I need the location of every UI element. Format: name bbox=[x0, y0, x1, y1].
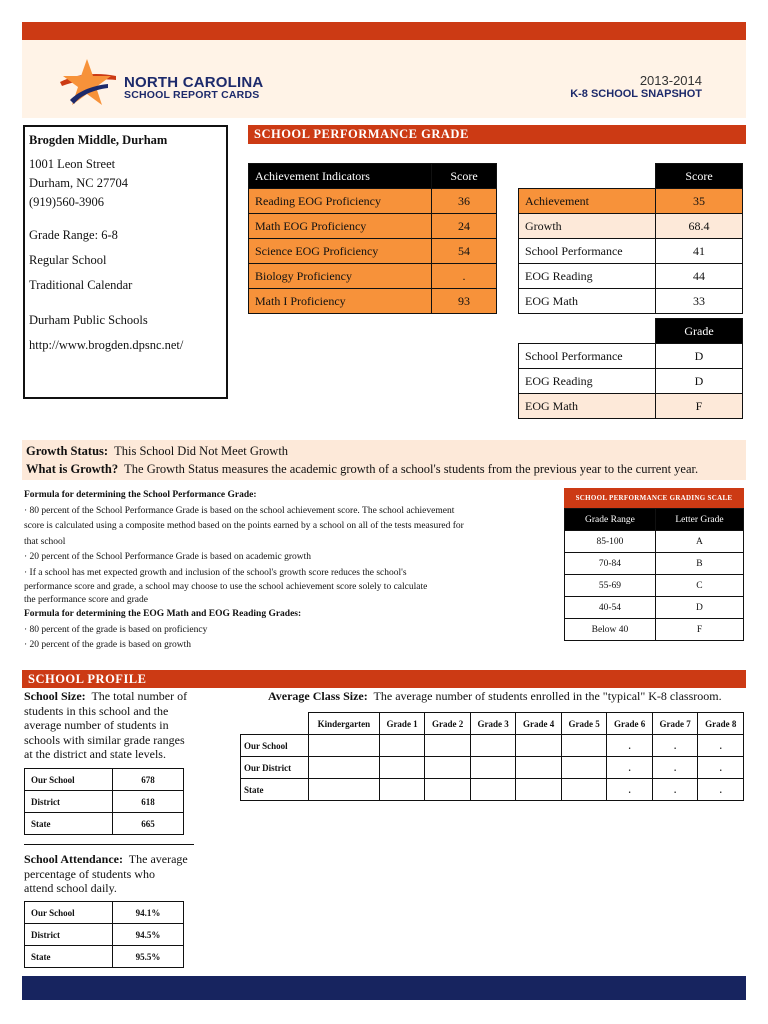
profile-section-title: SCHOOL PROFILE bbox=[22, 670, 746, 688]
formula-bullet: · 20 percent of the grade is based on growth bbox=[24, 640, 191, 650]
formula-bullet: score is calculated using a composite method based on the points earned by a school on all of the tests measured for bbox=[24, 521, 464, 531]
class-header: Grade 3 bbox=[470, 713, 516, 735]
top-red-bar bbox=[22, 22, 746, 40]
class-cell bbox=[379, 757, 425, 779]
profile-divider bbox=[24, 844, 194, 845]
class-row-label: State bbox=[241, 779, 309, 801]
class-cell bbox=[470, 779, 516, 801]
table-row bbox=[519, 344, 743, 369]
score-value: 68.4 bbox=[656, 214, 743, 239]
school-calendar: Traditional Calendar bbox=[29, 278, 133, 292]
attendance-text: percentage of students who bbox=[24, 866, 155, 881]
grading-scale-table bbox=[564, 508, 744, 641]
formula-bullet: · 80 percent of the grade is based on proficiency bbox=[24, 624, 208, 635]
report-type: K-8 SCHOOL SNAPSHOT bbox=[570, 88, 702, 100]
growth-what-label: What is Growth? bbox=[26, 462, 119, 476]
formula-bullet: the performance score and grade bbox=[24, 595, 148, 605]
table-row bbox=[519, 239, 743, 264]
class-cell bbox=[309, 779, 380, 801]
school-type: Regular School bbox=[29, 253, 107, 267]
class-header: Kindergarten bbox=[309, 713, 380, 735]
bottom-navy-bar bbox=[22, 976, 746, 1000]
table-row bbox=[565, 575, 744, 597]
attendance-row-value: 94.5% bbox=[113, 924, 184, 946]
size-label: Our School bbox=[25, 769, 113, 791]
star-logo-icon bbox=[56, 56, 118, 112]
attendance-text: attend school daily. bbox=[24, 881, 117, 895]
size-value: 665 bbox=[113, 813, 184, 835]
class-cell bbox=[425, 735, 471, 757]
score-label: Growth bbox=[519, 214, 656, 239]
scale-range: 85-100 bbox=[565, 531, 656, 553]
class-header: Grade 7 bbox=[652, 713, 698, 735]
table-row bbox=[241, 757, 744, 779]
ach-label: Science EOG Proficiency bbox=[249, 239, 432, 264]
table-row bbox=[241, 779, 744, 801]
class-size-table bbox=[240, 712, 744, 801]
class-row-label: Our School bbox=[241, 735, 309, 757]
school-size-description bbox=[24, 689, 224, 762]
class-row-label: Our District bbox=[241, 757, 309, 779]
scale-range: 55-69 bbox=[565, 575, 656, 597]
class-cell bbox=[425, 779, 471, 801]
table-row bbox=[249, 189, 497, 214]
ach-score: 24 bbox=[432, 214, 497, 239]
formula-bullet: · 20 percent of the School Performance Grade is based on academic growth bbox=[24, 552, 312, 562]
school-info-box bbox=[23, 125, 228, 399]
grade-value: D bbox=[656, 369, 743, 394]
attendance-row-label: District bbox=[25, 924, 113, 946]
achievement-indicators-table bbox=[248, 163, 497, 314]
class-cell: . bbox=[607, 779, 653, 801]
class-cell bbox=[379, 735, 425, 757]
grade-label: EOG Reading bbox=[519, 369, 656, 394]
table-row bbox=[25, 924, 184, 946]
formula-section bbox=[24, 488, 554, 654]
class-size-label: Average Class Size: bbox=[268, 689, 368, 703]
scale-range: 70-84 bbox=[565, 553, 656, 575]
class-cell: . bbox=[652, 735, 698, 757]
scale-header-range: Grade Range bbox=[565, 509, 656, 531]
ach-label: Math EOG Proficiency bbox=[249, 214, 432, 239]
class-cell: . bbox=[698, 735, 744, 757]
growth-band bbox=[22, 440, 746, 480]
class-header-blank bbox=[241, 713, 309, 735]
table-row bbox=[519, 189, 743, 214]
class-cell bbox=[425, 757, 471, 779]
grading-scale bbox=[564, 488, 744, 641]
formula-bullet: · 80 percent of the School Performance Grade is based on the school achievement score. The school achievement bbox=[24, 505, 455, 516]
score-label: School Performance bbox=[519, 239, 656, 264]
ach-header-indicator: Achievement Indicators bbox=[249, 164, 432, 189]
table-row bbox=[519, 264, 743, 289]
attendance-table bbox=[24, 901, 184, 968]
score-value: 41 bbox=[656, 239, 743, 264]
class-cell: . bbox=[607, 735, 653, 757]
score-value: 44 bbox=[656, 264, 743, 289]
grading-scale-caption: SCHOOL PERFORMANCE GRADING SCALE bbox=[564, 488, 744, 508]
table-row bbox=[519, 394, 743, 419]
formula-title-performance: Formula for determining the School Performance Grade: bbox=[24, 490, 257, 500]
class-cell bbox=[470, 757, 516, 779]
class-cell bbox=[561, 757, 607, 779]
class-cell: . bbox=[698, 779, 744, 801]
score-label: Achievement bbox=[519, 189, 656, 214]
attendance-row-value: 94.1% bbox=[113, 902, 184, 924]
table-row bbox=[25, 946, 184, 968]
growth-status-value: This School Did Not Meet Growth bbox=[114, 444, 289, 458]
table-row bbox=[565, 531, 744, 553]
ach-label: Math I Proficiency bbox=[249, 289, 432, 314]
class-header: Grade 5 bbox=[561, 713, 607, 735]
table-row bbox=[565, 619, 744, 641]
school-size-text: average number of students in bbox=[24, 718, 169, 732]
score-value: 35 bbox=[656, 189, 743, 214]
class-cell: . bbox=[652, 757, 698, 779]
size-value: 618 bbox=[113, 791, 184, 813]
formula-bullet: that school bbox=[24, 536, 66, 547]
school-address-line2: Durham, NC 27704 bbox=[29, 176, 128, 190]
scale-letter: D bbox=[655, 597, 743, 619]
class-cell bbox=[309, 757, 380, 779]
growth-status-label: Growth Status: bbox=[26, 444, 109, 458]
class-cell bbox=[516, 757, 562, 779]
table-row bbox=[519, 369, 743, 394]
score-header-blank bbox=[519, 164, 656, 189]
school-address-line1: 1001 Leon Street bbox=[29, 157, 116, 171]
table-row bbox=[25, 813, 184, 835]
scale-letter: B bbox=[655, 553, 743, 575]
grade-header: Grade bbox=[656, 319, 743, 344]
logo-title: NORTH CAROLINA bbox=[124, 74, 264, 91]
table-row bbox=[249, 214, 497, 239]
score-value: 33 bbox=[656, 289, 743, 314]
grade-label: EOG Math bbox=[519, 394, 656, 419]
grade-range: Grade Range: 6-8 bbox=[29, 228, 118, 242]
class-cell bbox=[561, 735, 607, 757]
class-header: Grade 8 bbox=[698, 713, 744, 735]
attendance-row-label: Our School bbox=[25, 902, 113, 924]
table-row bbox=[249, 264, 497, 289]
scale-letter: F bbox=[655, 619, 743, 641]
attendance-row-label: State bbox=[25, 946, 113, 968]
grade-table bbox=[518, 318, 743, 419]
class-header: Grade 4 bbox=[516, 713, 562, 735]
class-cell: . bbox=[607, 757, 653, 779]
formula-bullet: performance score and grade, a school may choose to use the school achievement score solely to calculate bbox=[24, 582, 428, 592]
ach-header-score: Score bbox=[432, 164, 497, 189]
table-row bbox=[249, 239, 497, 264]
table-row bbox=[565, 553, 744, 575]
school-size-text: The total number of bbox=[91, 689, 188, 703]
size-value: 678 bbox=[113, 769, 184, 791]
growth-what-value: The Growth Status measures the academic growth of a school's students from the previous year to the current year. bbox=[124, 462, 699, 476]
class-cell bbox=[561, 779, 607, 801]
school-size-text: at the district and state levels. bbox=[24, 747, 166, 761]
score-table bbox=[518, 163, 743, 314]
class-cell: . bbox=[698, 757, 744, 779]
report-year: 2013-2014 bbox=[639, 73, 702, 88]
table-row bbox=[519, 289, 743, 314]
score-header: Score bbox=[656, 164, 743, 189]
school-size-table bbox=[24, 768, 184, 835]
class-header: Grade 2 bbox=[425, 713, 471, 735]
score-label: EOG Reading bbox=[519, 264, 656, 289]
school-size-label: School Size: bbox=[24, 689, 86, 703]
ach-score: 54 bbox=[432, 239, 497, 264]
class-cell bbox=[309, 735, 380, 757]
attendance-description bbox=[24, 852, 224, 896]
school-size-text: schools with similar grade ranges bbox=[24, 732, 185, 747]
school-website-link[interactable]: http://www.brogden.dpsnc.net/ bbox=[29, 338, 184, 352]
ach-score: . bbox=[432, 264, 497, 289]
class-size-description bbox=[268, 689, 746, 704]
formula-title-eog: Formula for determining the EOG Math and EOG Reading Grades: bbox=[24, 609, 302, 619]
table-row bbox=[241, 735, 744, 757]
ach-score: 36 bbox=[432, 189, 497, 214]
size-label: State bbox=[25, 813, 113, 835]
school-size-text: students in this school and the bbox=[24, 703, 169, 718]
attendance-label: School Attendance: bbox=[24, 852, 123, 866]
attendance-row-value: 95.5% bbox=[113, 946, 184, 968]
school-name: Brogden Middle, Durham bbox=[29, 133, 168, 147]
ach-label: Reading EOG Proficiency bbox=[249, 189, 432, 214]
scale-range: Below 40 bbox=[565, 619, 656, 641]
scale-header-letter: Letter Grade bbox=[655, 509, 743, 531]
class-cell bbox=[379, 779, 425, 801]
table-row bbox=[25, 902, 184, 924]
grade-header-blank bbox=[519, 319, 656, 344]
size-label: District bbox=[25, 791, 113, 813]
table-row bbox=[25, 791, 184, 813]
table-row bbox=[25, 769, 184, 791]
table-row bbox=[519, 214, 743, 239]
performance-section-title: SCHOOL PERFORMANCE GRADE bbox=[248, 125, 746, 144]
table-row bbox=[249, 289, 497, 314]
scale-letter: C bbox=[655, 575, 743, 597]
formula-bullet: · If a school has met expected growth and inclusion of the school's growth score reduces the school's bbox=[24, 567, 407, 578]
ach-label: Biology Proficiency bbox=[249, 264, 432, 289]
class-cell bbox=[516, 779, 562, 801]
scale-range: 40-54 bbox=[565, 597, 656, 619]
scale-letter: A bbox=[655, 531, 743, 553]
table-row bbox=[565, 597, 744, 619]
class-header: Grade 6 bbox=[607, 713, 653, 735]
class-cell bbox=[470, 735, 516, 757]
grade-label: School Performance bbox=[519, 344, 656, 369]
class-size-text: The average number of students enrolled in the "typical" K-8 classroom. bbox=[373, 689, 722, 703]
logo-subtitle: SCHOOL REPORT CARDS bbox=[124, 89, 260, 101]
class-cell: . bbox=[652, 779, 698, 801]
school-district: Durham Public Schools bbox=[29, 313, 148, 327]
attendance-text: The average bbox=[128, 852, 188, 866]
ach-score: 93 bbox=[432, 289, 497, 314]
class-header: Grade 1 bbox=[379, 713, 425, 735]
class-cell bbox=[516, 735, 562, 757]
score-label: EOG Math bbox=[519, 289, 656, 314]
grade-value: F bbox=[656, 394, 743, 419]
grade-value: D bbox=[656, 344, 743, 369]
school-phone: (919)560-3906 bbox=[29, 195, 104, 209]
